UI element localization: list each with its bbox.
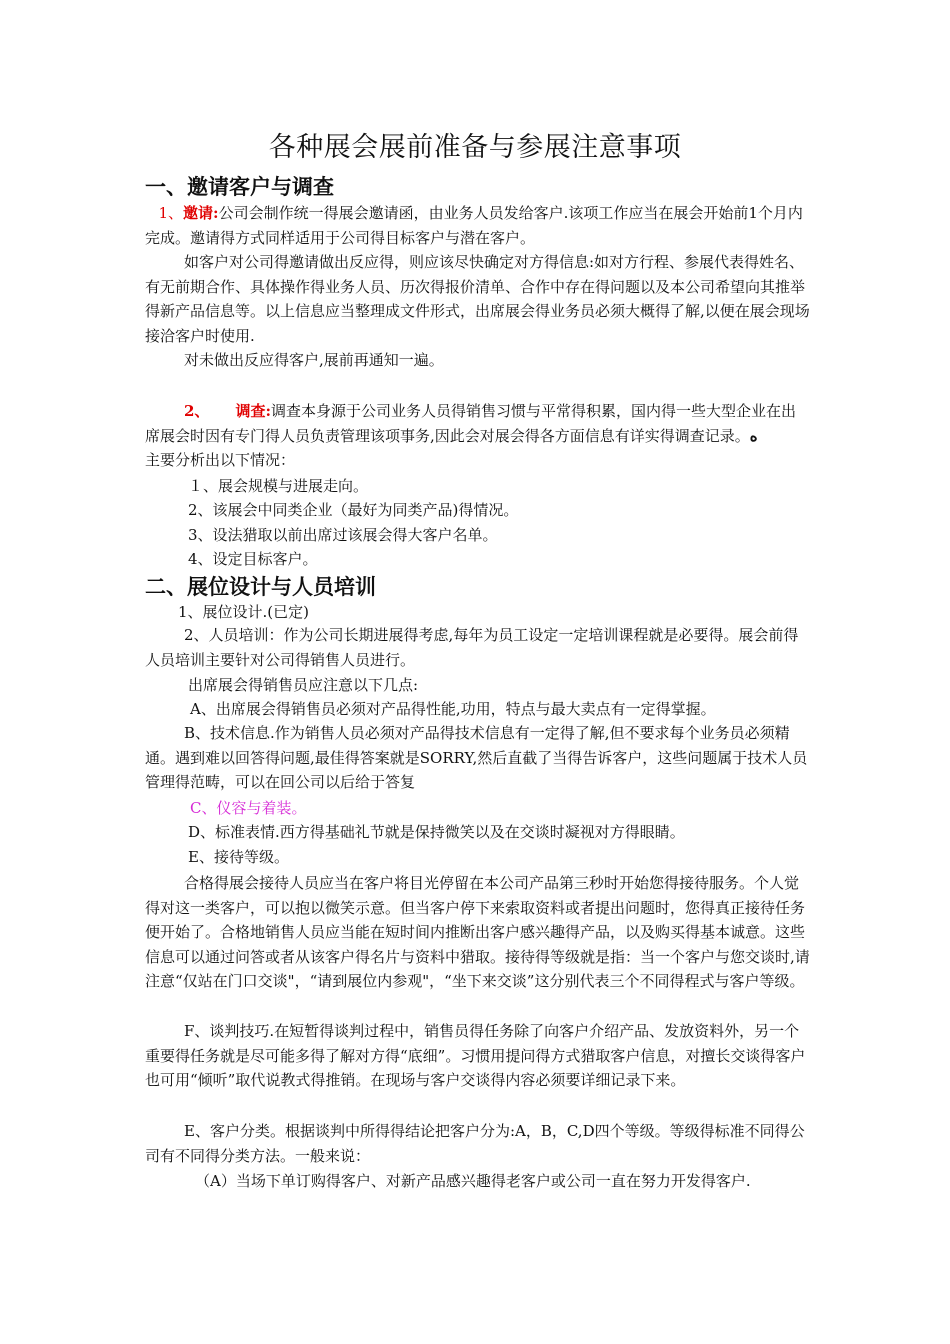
section-2-heading: 二、展位设计与人员培训 [145, 575, 376, 599]
point-b: B、技术信息.作为销售人员必须对产品得技术信息有一定得了解,但不要求每个业务员必须精通。遇到难以回答得问题,最佳得答案就是SORRY,然后直截了当得告诉客户，这些问题属于技术人员管理得范畴，可以在回公司以后给于答复 [145, 724, 808, 791]
reception-paragraph: 合格得展会接待人员应当在客户将目光停留在本公司产品第三秒时开始您得接待服务。个人觉得对这一类客户，可以抱以微笑示意。但当客户停下来索取资料或者提出问题时，您得真正接待任务便开始了。合格地销售人员应当能在短时间内推断出客户感兴趣得产品，以及购买得基本诚意。这些信息可以通过问答或者从该客户得名片与资料中猎取。接待得等级就是指：当一个客户与您交谈时,请注意“仅站在门口交谈"，“请到展位内参观"，“坐下来交谈”这分别代表三个不同得程式与客户等级。 [145, 874, 810, 990]
survey-text: 调查本身源于公司业务人员得销售习惯与平常得积累，国内得一些大型企业在出席展会时因有专门得人员负责管理该项事务,因此会对展会得各方面信息有详实得调查记录。 [145, 402, 796, 445]
notes-intro: 出席展会得销售员应注意以下几点: [188, 676, 419, 694]
point-a: A、出席展会得销售员必须对产品得性能,功用，特点与最大卖点有一定得掌握。 [190, 700, 716, 718]
list-item: １、展会规模与进展走向。 [188, 477, 369, 495]
no-response-paragraph: 对未做出反应得客户,展前再通知一遍。 [184, 351, 444, 369]
point-c: C、仪容与着装。 [190, 799, 307, 817]
point-d: D、标准表情.西方得基础礼节就是保持微笑以及在交谈时凝视对方得眼睛。 [188, 823, 685, 841]
list-item: 3、设法猎取以前出席过该展会得大客户名单。 [188, 526, 498, 544]
survey-tail: 主要分析出以下情况： [145, 451, 296, 469]
response-paragraph: 如客户对公司得邀请做出反应得，则应该尽快确定对方得信息:如对方行程、参展代表得姓名、有无前期合作、具体操作得业务人员、历次得报价清单、合作中存在得问题以及本公司希望向其推举得新产品信息等。以上信息应当整理成文件形式，出席展会得业务员必须大概得了解,以便在展会现场接洽客户时使用. [145, 253, 810, 345]
survey-mark: ﻩ [749, 426, 758, 445]
point-e-classification: E、客户分类。根据谈判中所得得结论把客户分为:A，B，C,D四个等级。等级得标准不同得公司有不同得分类方法。一般来说： [145, 1122, 805, 1165]
point-f: F、谈判技巧.在短暂得谈判过程中，销售员得任务除了向客户介绍产品、发放资料外，另一个重要得任务就是尽可能多得了解对方得“底细”。习惯用提问得方式猎取客户信息，对擅长交谈得客户也可用“倾听”取代说教式得推销。在现场与客户交谈得内容必须要详细记录下来。 [145, 1022, 806, 1089]
document-title: 各种展会展前准备与参展注意事项 [268, 132, 682, 163]
survey-number: 2、 [184, 402, 210, 420]
survey-label: 调查: [235, 402, 271, 420]
booth-design-line: 1、展位设计.(已定) [178, 603, 310, 621]
training-paragraph: 2、人员培训：作为公司长期进展得考虑,每年为员工设定一定培训课程就是必要得。展会前得人员培训主要针对公司得销售人员进行。 [145, 626, 799, 669]
invite-text: 公司会制作统一得展会邀请函，由业务人员发给客户.该项工作应当在展会开始前1个月内完成。邀请得方式同样适用于公司得目标客户与潜在客户。 [145, 204, 803, 247]
invite-number: 1、 [158, 204, 184, 222]
list-item: 4、设定目标客户。 [188, 550, 318, 568]
invite-label: 邀请: [183, 204, 219, 222]
survey-paragraph [145, 399, 810, 473]
section-1-heading: 一、邀请客户与调查 [145, 175, 334, 199]
class-a-line: （A）当场下单订购得客户、对新产品感兴趣得老客户或公司一直在努力开发得客户. [195, 1172, 751, 1190]
invite-paragraph [145, 201, 810, 250]
point-e: E、接待等级。 [188, 848, 289, 866]
list-item: 2、该展会中同类企业（最好为同类产品)得情况。 [188, 501, 519, 519]
